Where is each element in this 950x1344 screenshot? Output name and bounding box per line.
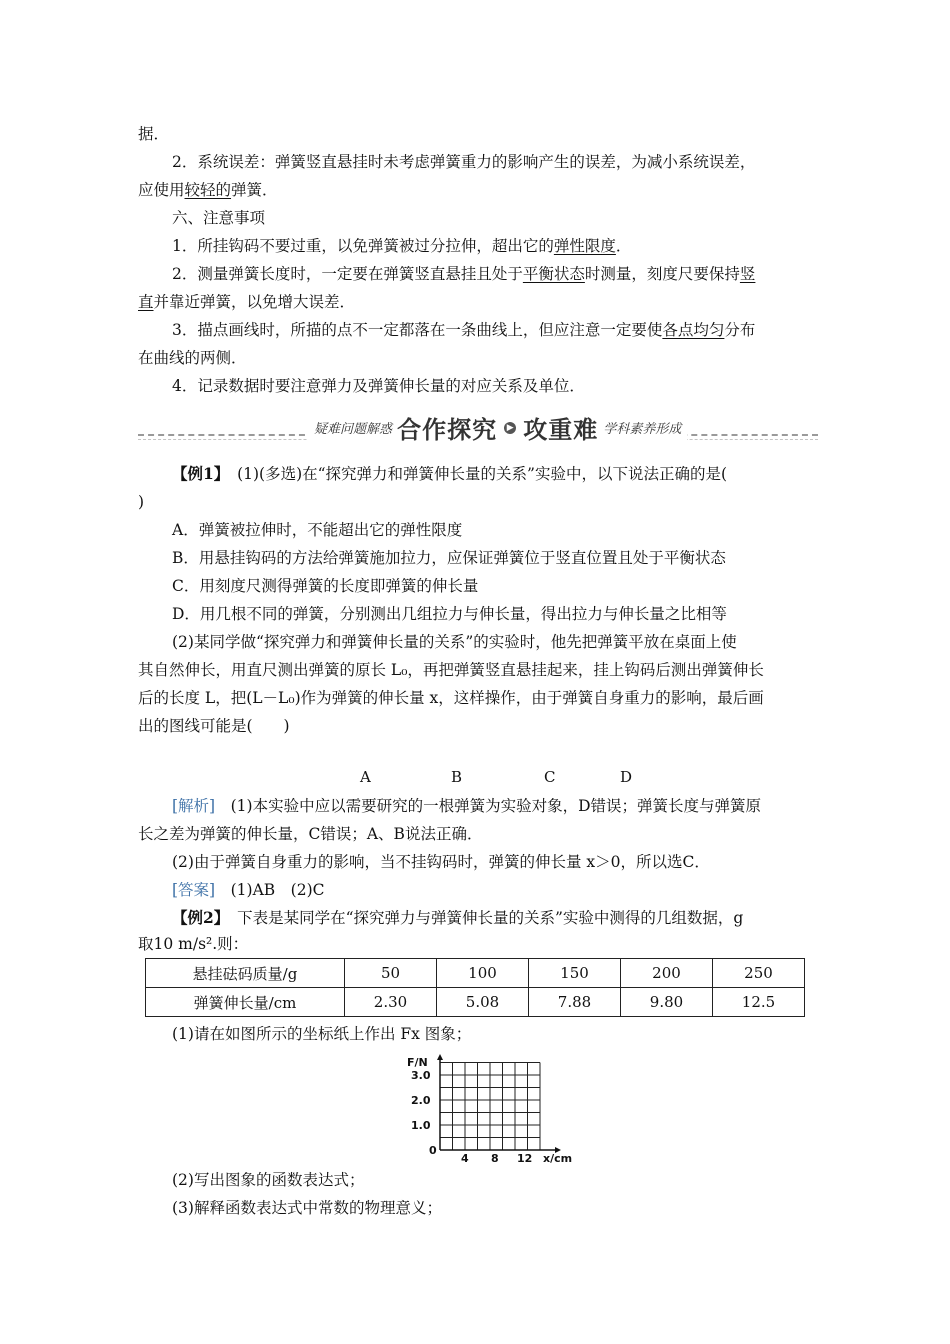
option-b: B．用悬挂钩码的方法给弹簧施加拉力，应保证弹簧位于竖直位置且处于平衡状态: [172, 549, 726, 567]
y-tick-label: 3.0: [411, 1069, 431, 1082]
graph-choice-d: D: [620, 768, 633, 786]
analysis-tag: [解析]: [172, 797, 216, 815]
graph-choice-a: A: [360, 768, 371, 786]
underlined-term: 弹性限度: [553, 237, 616, 255]
section-heading: 六、注意事项: [172, 209, 266, 227]
underlined-term: 竖: [739, 265, 756, 283]
table-cell: 12.5: [713, 988, 805, 1017]
table-cell: 200: [621, 959, 713, 988]
text-line: 取10 m/s².则：: [138, 935, 249, 953]
example-tag: 【例2】: [172, 908, 222, 927]
table-cell: 2.30: [345, 988, 437, 1017]
text-line: ): [138, 493, 145, 511]
text-line: 1．所挂钩码不要过重，以免弹簧被过分拉伸，超出它的弹性限度．: [172, 237, 632, 255]
example-2-question: 【例2】 下表是某同学在“探究弹力与弹簧伸长量的关系”实验中测得的几组数据，g: [172, 908, 744, 927]
banner-right-text: 学科素养形成: [603, 422, 682, 437]
underlined-term: 平衡状态: [522, 265, 585, 283]
underlined-term: 较轻的: [184, 181, 232, 199]
text-line: (2)由于弹簧自身重力的影响，当不挂钩码时，弹簧的伸长量 x＞0，所以选C．: [172, 853, 710, 871]
y-tick-label: 1.0: [411, 1119, 431, 1132]
y-axis-label: F/N: [407, 1056, 428, 1069]
text-line: 其自然伸长，用直尺测出弹簧的原长 L₀，再把弹簧竖直悬挂起来，挂上钩码后测出弹簧伸长: [138, 661, 764, 679]
option-a: A．弹簧被拉伸时，不能超出它的弹性限度: [172, 521, 463, 539]
grid-lines: [440, 1063, 540, 1151]
table-header-cell: 弹簧伸长量/cm: [146, 988, 345, 1017]
text-line: 据．: [138, 125, 170, 143]
table-cell: 150: [529, 959, 621, 988]
text-line: (1)请在如图所示的坐标纸上作出 Fx 图象；: [172, 1025, 472, 1043]
data-table: [145, 958, 805, 1017]
text-line: 出的图线可能是( ): [138, 717, 290, 735]
text-line: 3．描点画线时，所描的点不一定都落在一条曲线上，但应注意一定要使各点均匀分布: [172, 321, 756, 339]
banner-title: 合作探究: [397, 416, 498, 444]
table-header-cell: 悬挂砝码质量/g: [146, 959, 345, 988]
text-line: 在曲线的两侧．: [138, 349, 247, 367]
underlined-term: 各点均匀: [662, 321, 725, 339]
text-line: 2．系统误差：弹簧竖直悬挂时未考虑弹簧重力的影响产生的误差，为减小系统误差，: [172, 153, 756, 171]
text-line: 直并靠近弹簧，以免增大误差．: [138, 293, 356, 311]
table-cell: 5.08: [437, 988, 529, 1017]
x-tick-label: 12: [517, 1152, 533, 1164]
text-line: 应使用较轻的弹簧．: [138, 181, 278, 199]
section-banner: [138, 410, 818, 444]
text-line: (2)某同学做“探究弹力和弹簧伸长量的关系”的实验时，他先把弹簧平放在桌面上使: [172, 633, 737, 651]
banner-left-text: 疑难问题解惑: [314, 422, 393, 437]
x-tick-label: 4: [461, 1152, 469, 1164]
x-tick-label: 8: [491, 1152, 499, 1164]
coordinate-grid: [405, 1054, 585, 1164]
example-tag: 【例1】: [172, 464, 222, 483]
option-c: C．用刻度尺测得弹簧的长度即弹簧的伸长量: [172, 577, 479, 595]
y-axis-arrow-icon: [437, 1054, 443, 1060]
text-line: 2．测量弹簧长度时，一定要在弹簧竖直悬挂且处于平衡状态时测量，刻度尺要保持竖: [172, 265, 756, 283]
option-d: D．用几根不同的弹簧，分别测出几组拉力与伸长量，得出拉力与伸长量之比相等: [172, 605, 727, 623]
answer-tag: [答案]: [172, 881, 216, 899]
text-line: (3)解释函数表达式中常数的物理意义；: [172, 1199, 442, 1217]
table-row: [146, 959, 805, 988]
table-cell: 250: [713, 959, 805, 988]
table-cell: 7.88: [529, 988, 621, 1017]
graph-choice-b: B: [451, 768, 463, 786]
table-cell: 100: [437, 959, 529, 988]
table-cell: 9.80: [621, 988, 713, 1017]
text-line: 长之差为弹簧的伸长量，C错误；A、B说法正确．: [138, 825, 483, 843]
origin-label: 0: [429, 1144, 437, 1157]
graph-choice-c: C: [544, 768, 556, 786]
table-row: [146, 988, 805, 1017]
text-line: (2)写出图象的函数表达式；: [172, 1171, 365, 1189]
y-tick-label: 2.0: [411, 1094, 431, 1107]
table-cell: 50: [345, 959, 437, 988]
text-line: 4．记录数据时要注意弹力及弹簧伸长量的对应关系及单位．: [172, 377, 585, 395]
answer-line: [答案] (1)AB (2)C: [172, 881, 325, 899]
banner-title-2: 攻重难: [523, 416, 599, 444]
analysis-line: [解析] (1)本实验中应以需要研究的一根弹簧为实验对象，D错误；弹簧长度与弹簧原: [172, 797, 762, 815]
arrow-icon: ▶: [504, 422, 516, 434]
example-1-question: 【例1】 (1)(多选)在“探究弹力和弹簧伸长量的关系”实验中，以下说法正确的是(: [172, 464, 728, 483]
x-axis-label: x/cm: [543, 1152, 573, 1164]
underlined-term: 直: [138, 293, 154, 311]
text-line: 后的长度 L，把(L－L₀)作为弹簧的伸长量 x，这样操作，由于弹簧自身重力的影响，最后画: [138, 689, 764, 707]
